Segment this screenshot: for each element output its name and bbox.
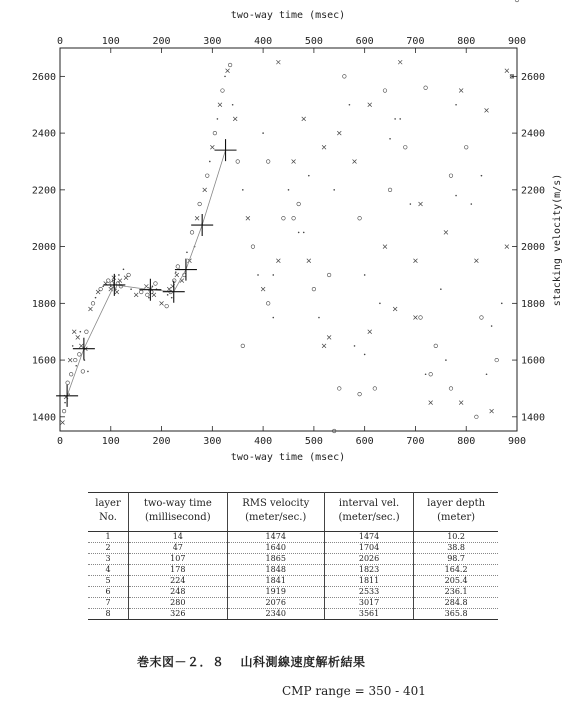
scatter-point [134,293,138,297]
y-tick-label: 2000 [521,242,546,254]
scatter-point [419,202,423,206]
scatter-point [491,325,493,327]
scatter-point [87,371,89,373]
y-tick-label: 1800 [31,298,56,310]
scatter-point [481,175,483,177]
scatter-point [257,274,259,276]
scatter-point [434,344,438,348]
scatter-point [358,216,362,220]
scatter-point [160,301,164,305]
scatter-point [318,317,320,319]
header-layer-depth: layer depth (meter) [414,493,498,532]
scatter-point [440,288,442,290]
scatter-point [106,279,110,283]
x-tick-label: 300 [203,36,222,47]
y-tick-label: 2200 [31,185,56,197]
scatter-point [130,288,132,290]
scatter-point [203,188,207,192]
scatter-point [165,304,169,308]
scatter-point [474,259,478,263]
scatter-point [455,104,457,106]
scatter-point [298,232,300,234]
scatter-point [307,259,311,263]
x-tick-label: 300 [203,436,222,447]
scatter-point [515,0,519,2]
scatter-point [210,145,214,149]
scatter-point [205,174,209,178]
axis-ticks [32,36,545,447]
scatter-point [62,409,66,413]
scatter-point [379,303,381,305]
scatter-point [144,284,148,288]
scatter-point [399,118,401,120]
scatter-point [251,245,255,249]
scatter-point [221,89,225,93]
x-tick-label: 400 [254,36,273,47]
scatter-point [154,282,158,286]
scatter-point [495,358,499,362]
scatter-point [186,251,188,253]
scatter-point [485,108,489,112]
picked-velocity-marker [215,139,237,161]
x-tick-label: 900 [507,436,527,447]
scatter-point [358,392,362,396]
scatter-point [388,188,392,192]
scatter-point [429,372,433,376]
scatter-point [410,203,412,205]
scatter-point [322,145,326,149]
x-tick-label: 200 [152,36,171,47]
scatter-point [327,273,331,277]
scatter-point [349,104,351,106]
scatter-point [139,290,143,294]
scatter-point [236,160,240,164]
scatter-point [333,189,335,191]
scatter-point [449,174,453,178]
scatter-point [61,420,65,424]
scatter-point [79,344,83,348]
scatter-point [292,159,296,163]
scatter-point [337,387,341,391]
scatter-point [455,195,457,197]
y-tick-label: 1600 [521,355,546,367]
x-tick-label: 700 [406,436,425,447]
scatter-point [413,316,417,320]
scatter-point [429,401,433,405]
scatter-point [394,118,396,120]
cmp-range: CMP range = 350 - 401 [282,684,426,698]
scatter-point [66,381,70,385]
scatter-point [449,387,453,391]
picked-velocity-marker [175,259,197,281]
scatter-point [445,359,447,361]
scatter-point [115,290,119,294]
scatter-point [232,104,234,106]
scatter-point [77,353,81,357]
scatter-point [118,279,122,283]
scatter-point [148,297,150,299]
figure-caption [137,653,366,670]
header-interval-velocity: interval vel. (meter/sec.) [324,493,413,532]
scatter-point [152,286,154,288]
scatter-point [486,373,488,375]
scatter-point [99,287,103,291]
scatter-point [115,288,117,290]
scatter-point [282,216,286,220]
scatter-point [403,145,407,149]
scatter-point [152,293,156,297]
scatter-point [368,330,372,334]
scatter-point [262,132,264,134]
picked-velocity-marker [139,279,161,301]
x-tick-label: 0 [56,436,64,447]
scatter-point [364,354,366,356]
x-tick-label: 700 [406,36,425,47]
scatter-point [413,259,417,263]
y-tick-label: 2000 [31,242,56,254]
scatter-point [123,268,125,270]
scatter-point [80,331,82,333]
scatter-point [213,131,217,135]
scatter-point [383,89,387,93]
scatter-points [61,0,519,433]
scatter-point [373,387,377,391]
x-tick-label: 500 [304,36,323,47]
layer-table [88,492,498,620]
table-row: 4 178 1848 1823 164.2 [88,565,498,576]
scatter-point [383,245,387,249]
scatter-point [302,117,306,121]
scatter-point [64,402,66,404]
scatter-point [459,401,463,405]
scatter-point [75,365,77,367]
y-tick-label: 2600 [31,71,56,83]
scatter-point [312,287,316,291]
scatter-point [343,75,347,79]
scatter-point [209,161,211,163]
scatter-point [226,69,230,73]
scatter-point [81,370,85,374]
scatter-point [167,294,169,296]
scatter-point [224,76,226,78]
scatter-point [480,316,484,320]
scatter-point [353,159,357,163]
scatter-point [195,216,199,220]
scatter-point [112,280,114,282]
x-tick-label: 600 [355,36,374,47]
scatter-point [72,345,74,347]
scatter-point [389,138,391,140]
scatter-point [266,160,270,164]
scatter-point [198,202,202,206]
scatter-point [69,372,73,376]
scatter-point [393,307,397,311]
scatter-point [228,63,232,67]
table-row: 8 326 2340 3561 365.8 [88,609,498,620]
x-axis-label-top: two-way time (msec) [230,10,346,21]
x-tick-label: 100 [101,436,120,447]
scatter-point [175,271,177,273]
scatter-point [444,230,448,234]
picked-velocity-marker [56,385,78,407]
scatter-point [176,265,180,269]
scatter-point [118,274,120,276]
x-axis-label-bottom: two-way time (msec) [230,452,346,463]
table-row: 6 248 1919 2533 236.1 [88,587,498,598]
scatter-point [272,274,274,276]
x-tick-label: 900 [507,36,527,47]
y-tick-label: 2400 [521,128,546,140]
scatter-point [73,358,77,362]
scatter-point [424,86,428,90]
scatter-point [425,373,427,375]
scatter-point [490,409,494,413]
table-row: 5 224 1841 1811 205.4 [88,576,498,587]
scatter-point [364,274,366,276]
scatter-point [95,297,97,299]
figure-title: 山科測線速度解析結果 [240,655,366,669]
scatter-point [398,60,402,64]
scatter-point [190,231,194,235]
x-tick-label: 400 [254,436,273,447]
header-layer: layer No. [88,493,129,532]
picked-velocity-marker [163,281,185,303]
scatter-point [261,287,265,291]
scatter-point [76,335,80,339]
y-tick-label: 2400 [31,128,56,140]
x-tick-label: 800 [457,436,476,447]
scatter-point [175,273,179,277]
x-tick-label: 500 [304,436,323,447]
scatter-point [322,344,326,348]
table-row: 7 280 2076 3017 284.8 [88,598,498,609]
scatter-point [368,103,372,107]
scatter-point [171,297,173,299]
scatter-point [419,316,423,320]
scatter-point [246,216,250,220]
plot-frame [60,48,517,431]
scatter-point [464,145,468,149]
scatter-point [68,393,70,395]
header-rms-velocity: RMS velocity (meter/sec.) [227,493,324,532]
scatter-point [102,286,104,288]
picked-velocity-line [67,150,225,396]
y-tick-label: 1600 [31,355,56,367]
scatter-point [459,89,463,93]
scatter-point [308,175,310,177]
x-tick-label: 100 [101,36,120,47]
y-tick-label: 2200 [521,185,546,197]
y-tick-label: 2600 [521,71,546,83]
scatter-point [72,330,76,334]
scatter-point [471,203,473,205]
scatter-point [110,286,112,288]
table-header-row [88,493,498,532]
y-tick-label: 1800 [521,298,546,310]
x-tick-label: 800 [457,36,476,47]
picked-velocity-marker [73,338,95,360]
scatter-point [217,118,219,120]
scatter-point [337,131,341,135]
scatter-point [288,189,290,191]
scatter-point [475,415,479,419]
scatter-point [68,358,72,362]
y-axis-label-right: stacking velocity(m/s) [552,173,563,307]
table-row: 3 107 1865 2026 98.7 [88,554,498,565]
scatter-point [146,293,150,297]
scatter-point [272,317,274,319]
scatter-point [88,307,92,311]
x-tick-label: 200 [152,436,171,447]
scatter-point [233,117,237,121]
table-row: 1 14 1474 1474 10.2 [88,532,498,543]
scatter-point [505,245,509,249]
header-two-way-time: two-way time (millisecond) [129,493,228,532]
y-tick-label: 1400 [521,412,546,424]
picked-velocity-marker [103,274,125,296]
scatter-point [303,232,305,234]
scatter-point [292,216,296,220]
table-row: 2 47 1640 1704 38.8 [88,543,498,554]
scatter-point [505,69,509,73]
scatter-point [242,189,244,191]
scatter-point [327,335,331,339]
scatter-point [501,303,503,305]
scatter-point [85,330,89,334]
figure-number: 巻末図－２．８ [137,655,225,669]
y-tick-label: 1400 [31,412,56,424]
scatter-point [297,202,301,206]
scatter-point [127,273,131,277]
scatter-point [218,103,222,107]
scatter-point [241,344,245,348]
scatter-point [266,302,270,306]
scatter-point [276,259,280,263]
picked-velocity-marker [191,214,213,236]
scatter-point [91,302,95,306]
x-tick-label: 0 [56,36,64,47]
scatter-point [276,60,280,64]
picked-velocity-function [56,139,236,407]
scatter-point [354,345,356,347]
x-tick-label: 600 [355,436,374,447]
